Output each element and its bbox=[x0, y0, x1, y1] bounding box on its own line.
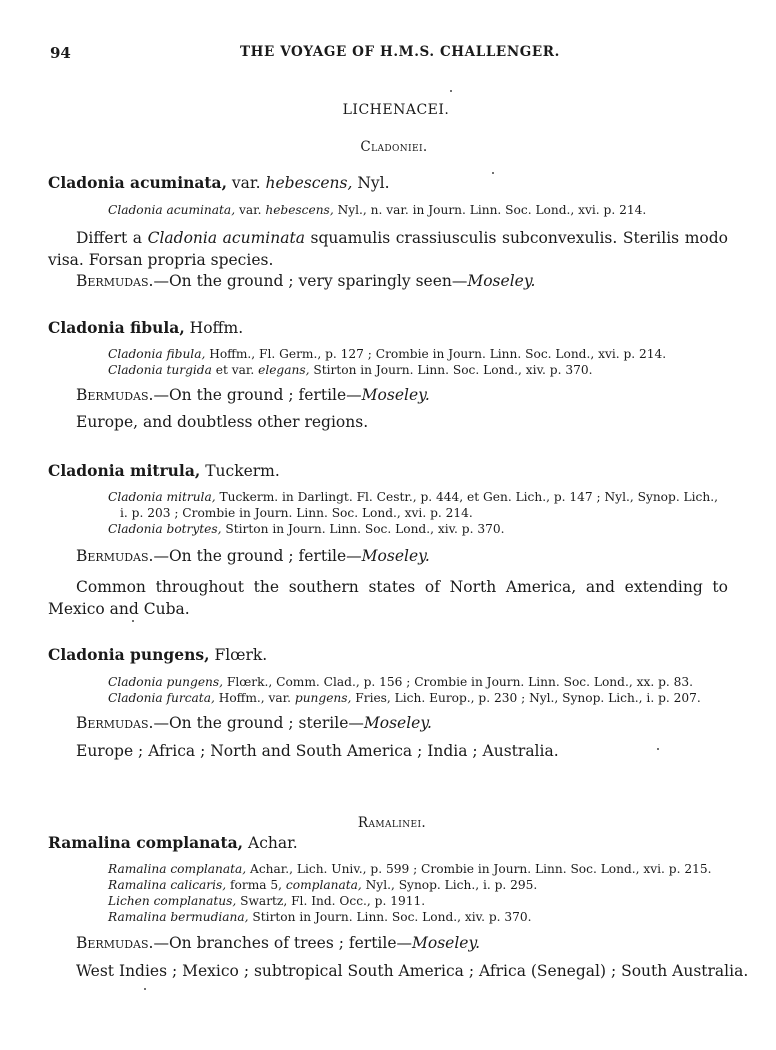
synonym-line: Lichen complanatus, Swartz, Fl. Ind. Occ., p. 1911. bbox=[108, 894, 426, 908]
running-header bbox=[50, 44, 730, 68]
locality-fibula: Bermudas.—On the ground ; fertile—Moseley. bbox=[76, 386, 430, 404]
tribe-heading-cladoniei: Cladoniei. bbox=[360, 139, 428, 155]
description-acuminata: Differt a Cladonia acuminata squamulis crassiusculis subconvexulis. Sterilis modo visa. Forsan propria species. bbox=[48, 229, 728, 269]
synonym-line: Ramalina calicaris, forma 5, complanata, Nyl., Synop. Lich., i. p. 295. bbox=[108, 878, 538, 892]
species-heading-mitrula: Cladonia mitrula, Tuckerm. bbox=[48, 461, 280, 480]
page-number: 94 bbox=[50, 44, 71, 62]
scan-speck bbox=[450, 90, 452, 92]
distribution-complanata: West Indies ; Mexico ; subtropical South America ; Africa (Senegal) ; South Australia. bbox=[76, 962, 749, 980]
species-heading-complanata: Ramalina complanata, Achar. bbox=[48, 833, 298, 852]
locality-mitrula: Bermudas.—On the ground ; fertile—Moseley. bbox=[76, 547, 430, 565]
distribution-fibula: Europe, and doubtless other regions. bbox=[76, 413, 369, 431]
species-heading-acuminata: Cladonia acuminata, var. hebescens, Nyl. bbox=[48, 173, 390, 192]
locality-acuminata: Bermudas.—On the ground ; very sparingly seen—Moseley. bbox=[76, 272, 536, 290]
synonym-line: Cladonia mitrula, Tuckerm. in Darlingt. Fl. Cestr., p. 444, et Gen. Lich., p. 147 ; Nyl., Synop. Lich., i. p. 203 ; Crombie in Journ. Linn. Soc. Lond., xvi. p. 214. bbox=[108, 490, 718, 520]
species-heading-pungens: Cladonia pungens, Flœrk. bbox=[48, 645, 268, 664]
scan-speck bbox=[132, 620, 134, 622]
synonym-block-complanata bbox=[108, 861, 733, 925]
distribution-mitrula: Common throughout the southern states of North America, and extending to Mexico and Cuba. bbox=[48, 578, 728, 618]
locality-complanata: Bermudas.—On branches of trees ; fertile—Moseley. bbox=[76, 934, 481, 952]
scan-speck bbox=[657, 748, 659, 750]
scan-speck bbox=[144, 988, 146, 990]
synonym-line: Cladonia turgida et var. elegans, Stirton in Journ. Linn. Soc. Lond., xiv. p. 370. bbox=[108, 363, 593, 377]
locality-pungens: Bermudas.—On the ground ; sterile—Moseley. bbox=[76, 714, 432, 732]
synonym-line: Cladonia furcata, Hoffm., var. pungens, Fries, Lich. Europ., p. 230 ; Nyl., Synop. Lich., i. p. 207. bbox=[108, 691, 701, 705]
synonym-line: Ramalina complanata, Achar., Lich. Univ., p. 599 ; Crombie in Journ. Linn. Soc. Lond., xvi. p. 215. bbox=[108, 862, 712, 876]
synonym-block-pungens bbox=[108, 674, 733, 706]
synonym-line: Cladonia botrytes, Stirton in Journ. Linn. Soc. Lond., xiv. p. 370. bbox=[108, 522, 505, 536]
synonym-line: Cladonia acuminata, var. hebescens, Nyl., n. var. in Journ. Linn. Soc. Lond., xvi. p. 214. bbox=[108, 203, 647, 217]
distribution-pungens: Europe ; Africa ; North and South America ; India ; Australia. bbox=[76, 742, 559, 760]
running-title: THE VOYAGE OF H.M.S. CHALLENGER. bbox=[240, 44, 560, 60]
synonym-line: Cladonia fibula, Hoffm., Fl. Germ., p. 127 ; Crombie in Journ. Linn. Soc. Lond., xvi. p. 214. bbox=[108, 347, 667, 361]
synonym-line: Cladonia pungens, Flœrk., Comm. Clad., p. 156 ; Crombie in Journ. Linn. Soc. Lond., xx. p. 83. bbox=[108, 675, 694, 689]
synonym-block-fibula bbox=[108, 346, 733, 378]
tribe-heading-ramalinei: Ramalinei. bbox=[357, 815, 427, 831]
family-heading: LICHENACEI. bbox=[342, 102, 450, 118]
synonym-line: Ramalina bermudiana, Stirton in Journ. Linn. Soc. Lond., xiv. p. 370. bbox=[108, 910, 532, 924]
synonym-block-mitrula bbox=[108, 489, 733, 537]
species-heading-fibula: Cladonia fibula, Hoffm. bbox=[48, 318, 244, 337]
scan-speck bbox=[492, 172, 494, 174]
